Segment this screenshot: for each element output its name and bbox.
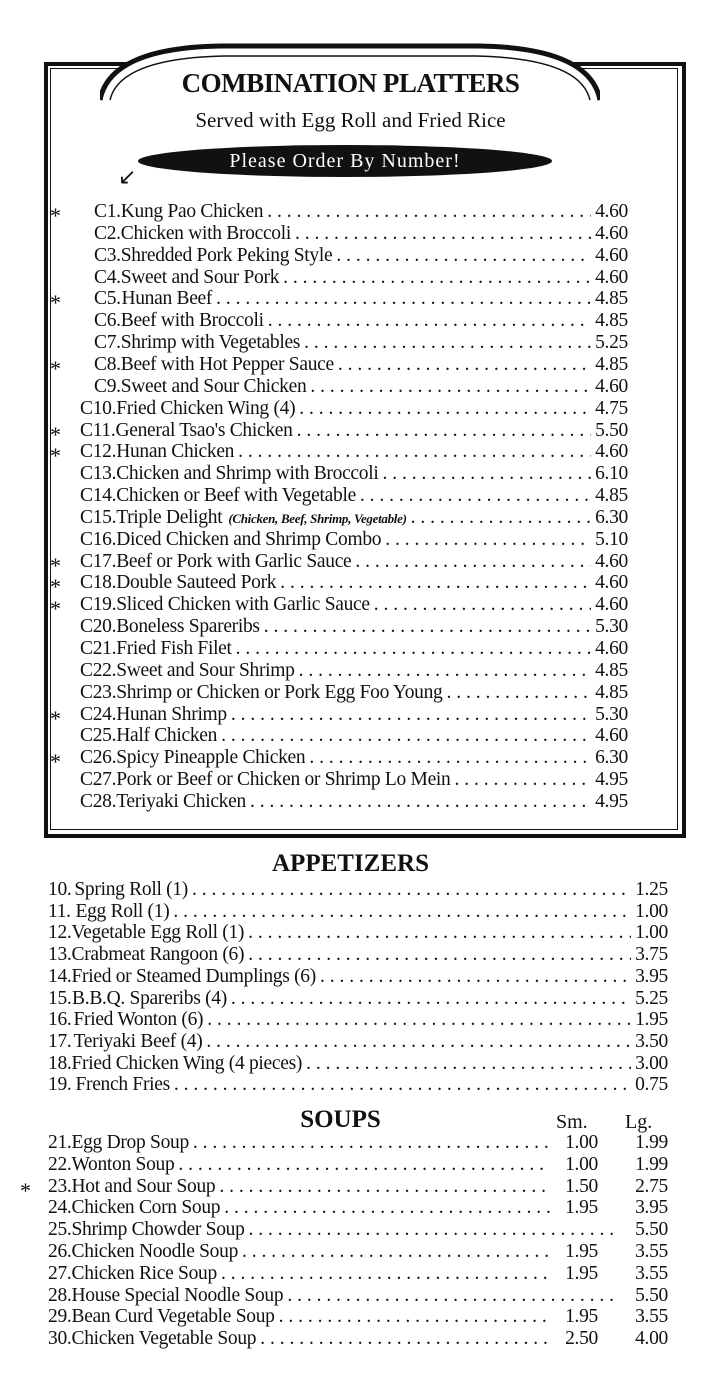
item-code: 30.: [48, 1328, 72, 1350]
menu-item: [80, 725, 628, 747]
item-code: C16.: [80, 528, 117, 550]
item-name: French Fries: [75, 1074, 170, 1096]
item-price: 6.30: [595, 506, 628, 528]
item-name: Kung Pao Chicken: [120, 201, 264, 222]
item-code: C23.: [80, 681, 117, 703]
soups-large-header: Lg.: [625, 1111, 653, 1133]
item-price: 4.85: [595, 310, 628, 332]
menu-item: [80, 616, 628, 638]
menu-item: [80, 201, 628, 223]
dot-leader: [336, 245, 591, 267]
item-name: Beef with Broccoli: [120, 310, 264, 332]
dot-leader: [231, 704, 591, 726]
item-price: 5.25: [595, 332, 628, 354]
dot-leader: [178, 1154, 550, 1176]
dot-leader: [192, 879, 631, 901]
item-name: Teriyaki Beef (4): [73, 1030, 203, 1052]
item-price: 1.95: [635, 1009, 668, 1031]
item-price: 4.60: [595, 572, 628, 594]
spicy-star-icon: *: [50, 203, 61, 228]
spicy-star-icon: *: [20, 1177, 31, 1203]
item-name: Chicken Noodle Soup: [71, 1241, 239, 1262]
item-price: 6.10: [595, 463, 628, 485]
item-name: Crabmeat Rangoon (6): [71, 944, 245, 966]
item-price-small: 1.95: [565, 1262, 598, 1284]
menu-item: [80, 791, 628, 813]
item-price: 4.60: [595, 594, 628, 616]
item-name: Beef or Pork with Garlic Sauce: [116, 550, 352, 572]
item-price: 4.60: [595, 222, 628, 244]
item-code: C22.: [80, 659, 117, 681]
item-price: 4.85: [595, 659, 628, 681]
item-price-small: 1.00: [565, 1132, 598, 1153]
menu-item: [80, 551, 628, 573]
order-by-number-banner: Please Order By Number!: [138, 145, 552, 177]
dot-leader: [297, 420, 591, 442]
item-code: C1.: [94, 201, 121, 222]
item-price: 0.75: [635, 1074, 668, 1096]
menu-item: [80, 572, 628, 594]
item-price-large: 3.55: [635, 1306, 668, 1328]
item-price: 3.75: [635, 944, 668, 966]
item-code: C25.: [80, 725, 117, 747]
menu-item: [48, 1176, 668, 1198]
dot-leader: [207, 1009, 631, 1031]
menu-item: [80, 267, 628, 289]
menu-item: [80, 638, 628, 660]
soups-small-header: Sm.: [556, 1111, 588, 1133]
dot-leader: [455, 769, 592, 791]
dot-leader: [173, 901, 631, 923]
menu-item: [48, 1154, 668, 1176]
dot-leader: [260, 1328, 550, 1350]
item-price: 5.30: [595, 616, 628, 638]
item-name: Shrimp Chowder Soup: [71, 1219, 245, 1241]
item-price: 4.60: [595, 244, 628, 266]
item-price: 4.60: [595, 201, 628, 222]
item-price-large: 3.55: [635, 1262, 668, 1284]
menu-item: [80, 354, 628, 376]
dot-leader: [264, 616, 591, 638]
item-name: Fried Fish Filet: [116, 638, 232, 659]
item-code: 26.: [48, 1241, 72, 1262]
item-price: 4.85: [595, 681, 628, 703]
item-code: 29.: [48, 1306, 72, 1328]
item-name: Egg Roll (1): [75, 900, 170, 922]
item-name: Shrimp with Vegetables: [120, 332, 301, 354]
item-price: 1.00: [635, 922, 668, 944]
item-price-small: 1.50: [565, 1175, 598, 1197]
item-name: Hot and Sour Soup: [71, 1175, 216, 1197]
menu-item: [48, 1074, 668, 1096]
item-name: House Special Noodle Soup: [71, 1284, 284, 1306]
item-code: C10.: [80, 397, 117, 419]
dot-leader: [224, 1197, 550, 1219]
item-price-small: 2.50: [565, 1328, 598, 1350]
dot-leader: [231, 988, 631, 1010]
dot-leader: [382, 463, 591, 485]
menu-item: [48, 988, 668, 1010]
dot-leader: [242, 1241, 550, 1263]
item-price-large: 4.00: [635, 1328, 668, 1350]
item-price: 1.25: [635, 879, 668, 900]
item-code: 12.: [48, 922, 72, 944]
item-code: 14.: [48, 965, 72, 987]
dot-leader: [238, 441, 591, 463]
item-name: Diced Chicken and Shrimp Combo: [116, 528, 382, 550]
menu-item: [80, 310, 628, 332]
item-name: Wonton Soup: [71, 1153, 175, 1175]
item-price: 4.95: [595, 769, 628, 791]
dot-leader: [374, 594, 591, 616]
appetizers-title: APPETIZERS: [272, 850, 429, 877]
item-code: 15.: [48, 987, 72, 1009]
item-code: 16.: [48, 1009, 72, 1031]
item-code: 13.: [48, 944, 72, 966]
item-name: Spicy Pineapple Chicken: [116, 747, 306, 769]
dot-leader: [385, 529, 591, 551]
item-code: 10.: [48, 879, 72, 900]
item-code: 18.: [48, 1052, 72, 1074]
menu-item: [80, 245, 628, 267]
item-code: C18.: [80, 572, 117, 594]
dot-leader: [174, 1074, 631, 1096]
dot-leader: [287, 1285, 618, 1307]
dot-leader: [306, 1053, 631, 1075]
item-price: 5.30: [595, 703, 628, 725]
item-price: 5.10: [595, 528, 628, 550]
menu-item: [80, 398, 628, 420]
item-code: C28.: [80, 790, 117, 812]
item-name: Hunan Shrimp: [116, 703, 227, 725]
menu-item: [80, 507, 628, 529]
item-price: 4.85: [595, 485, 628, 507]
item-price-large: 5.50: [635, 1219, 668, 1241]
item-name: Fried Chicken Wing (4): [116, 397, 296, 419]
menu-item: [80, 332, 628, 354]
dot-leader: [310, 376, 591, 398]
item-name: Sliced Chicken with Garlic Sauce: [116, 594, 370, 616]
item-price-small: 1.95: [565, 1197, 598, 1219]
menu-item: [48, 966, 668, 988]
item-code: 11.: [48, 900, 71, 922]
item-name: Hunan Beef: [121, 288, 213, 310]
item-code: C7.: [94, 332, 121, 354]
item-code: C24.: [80, 703, 117, 725]
item-price: 3.00: [635, 1052, 668, 1074]
menu-item: [48, 1031, 668, 1053]
spicy-star-icon: *: [50, 443, 61, 469]
item-name: Sweet and Sour Chicken: [120, 375, 307, 397]
item-name: Sweet and Sour Pork: [120, 266, 280, 288]
item-price-large: 3.55: [635, 1241, 668, 1262]
item-code: 19.: [48, 1074, 72, 1096]
item-price: 4.60: [595, 638, 628, 659]
item-name: Teriyaki Chicken: [116, 790, 246, 812]
dot-leader: [267, 201, 591, 223]
item-code: C8.: [94, 353, 121, 375]
dot-leader: [236, 638, 591, 660]
item-name: Shrimp or Chicken or Pork Egg Foo Young: [116, 681, 443, 703]
menu-item: [48, 1306, 668, 1328]
item-code: 21.: [48, 1132, 72, 1153]
menu-item: [48, 1241, 668, 1263]
item-name: General Tsao's Chicken: [115, 419, 293, 441]
combination-platters-subtitle: Served with Egg Roll and Fried Rice: [195, 108, 506, 132]
dot-leader: [249, 1219, 618, 1241]
menu-item: [80, 420, 628, 442]
dot-leader: [248, 922, 631, 944]
item-code: C6.: [94, 310, 121, 332]
item-code: C5.: [94, 288, 121, 310]
menu-item: [80, 529, 628, 551]
menu-item: [48, 1328, 668, 1350]
item-note: (Chicken, Beef, Shrimp, Vegetable): [228, 510, 407, 526]
arrow-icon: ↙: [118, 164, 137, 189]
menu-item: [48, 1053, 668, 1075]
item-code: C17.: [80, 550, 117, 572]
dot-leader: [219, 1176, 550, 1198]
item-code: C14.: [80, 485, 117, 507]
item-code: 23.: [48, 1175, 72, 1197]
dot-leader: [279, 1306, 550, 1328]
menu-item: [80, 376, 628, 398]
item-price: 4.60: [595, 441, 628, 463]
item-name: B.B.Q. Spareribs (4): [72, 987, 227, 1009]
item-code: C11.: [80, 419, 116, 441]
dot-leader: [304, 332, 591, 354]
menu-item: [80, 223, 628, 245]
item-name: Triple Delight: [116, 506, 223, 528]
spicy-star-icon: *: [50, 749, 61, 775]
item-name: Boneless Spareribs: [116, 616, 260, 638]
dot-leader: [283, 267, 591, 289]
dot-leader: [320, 966, 631, 988]
item-code: C27.: [80, 769, 117, 791]
item-price: 3.95: [635, 965, 668, 987]
dot-leader: [360, 485, 591, 507]
menu-item: [48, 1285, 668, 1307]
item-name: Vegetable Egg Roll (1): [71, 922, 245, 944]
dot-leader: [411, 507, 591, 529]
dot-leader: [295, 223, 591, 245]
dot-leader: [268, 310, 591, 332]
item-name: Spring Roll (1): [74, 879, 188, 900]
item-code: 28.: [48, 1284, 72, 1306]
item-code: C4.: [94, 266, 121, 288]
item-price-small: 1.95: [565, 1241, 598, 1262]
item-price: 3.50: [635, 1030, 668, 1052]
item-name: Chicken and Shrimp with Broccoli: [116, 463, 379, 485]
item-price: 4.60: [595, 725, 628, 747]
item-price-small: 1.00: [565, 1153, 598, 1175]
item-name: Double Sauteed Pork: [116, 572, 277, 594]
dot-leader: [193, 1132, 550, 1154]
item-name: Fried or Steamed Dumplings (6): [71, 965, 316, 987]
item-name: Hunan Chicken: [116, 441, 235, 463]
item-price-large: 1.99: [635, 1132, 668, 1153]
item-name: Shredded Pork Peking Style: [120, 244, 333, 266]
dot-leader: [355, 551, 591, 573]
item-code: C12.: [80, 441, 117, 463]
item-code: 27.: [48, 1262, 72, 1284]
item-name: Sweet and Sour Shrimp: [116, 659, 295, 681]
menu-item: [80, 747, 628, 769]
item-code: C26.: [80, 747, 117, 769]
item-code: 24.: [48, 1197, 72, 1219]
item-name: Pork or Beef or Chicken or Shrimp Lo Mein: [116, 769, 451, 791]
dot-leader: [221, 1263, 550, 1285]
dot-leader: [216, 288, 591, 310]
item-name: Chicken or Beef with Vegetable: [116, 485, 356, 507]
spicy-star-icon: *: [50, 705, 61, 731]
menu-item: [80, 769, 628, 791]
menu-item: [48, 1132, 668, 1154]
item-code: C2.: [94, 222, 121, 244]
item-price: 5.50: [595, 419, 628, 441]
item-price: 4.60: [595, 550, 628, 572]
dot-leader: [250, 791, 591, 813]
item-price: 5.25: [635, 987, 668, 1009]
item-code: C19.: [80, 594, 117, 616]
menu-item: [80, 485, 628, 507]
item-code: C3.: [94, 244, 121, 266]
dot-leader: [280, 572, 591, 594]
item-name: Bean Curd Vegetable Soup: [71, 1306, 275, 1328]
dot-leader: [206, 1031, 631, 1053]
dot-leader: [221, 725, 591, 747]
item-code: 22.: [48, 1153, 72, 1175]
item-price: 4.60: [595, 266, 628, 288]
item-name: Half Chicken: [116, 725, 218, 747]
item-price: 4.85: [595, 353, 628, 375]
item-code: C20.: [80, 616, 117, 638]
menu-item: [80, 660, 628, 682]
item-code: C9.: [94, 375, 121, 397]
menu-item: [80, 441, 628, 463]
item-price: 4.85: [595, 288, 628, 310]
item-price-large: 3.95: [635, 1197, 668, 1219]
item-price: 1.00: [635, 900, 668, 922]
menu-item: [80, 704, 628, 726]
spicy-star-icon: *: [50, 596, 61, 622]
item-price-small: 1.95: [565, 1306, 598, 1328]
item-name: Egg Drop Soup: [71, 1132, 189, 1153]
item-name: Chicken with Broccoli: [120, 222, 291, 244]
dot-leader: [447, 682, 592, 704]
menu-item: [48, 944, 668, 966]
item-code: C13.: [80, 463, 117, 485]
menu-item: [80, 288, 628, 310]
dot-leader: [299, 398, 591, 420]
item-name: Fried Wonton (6): [73, 1009, 204, 1031]
menu-item: [48, 1219, 668, 1241]
dot-leader: [299, 660, 591, 682]
item-name: Chicken Corn Soup: [71, 1197, 221, 1219]
menu-item: [80, 463, 628, 485]
item-price-large: 2.75: [635, 1175, 668, 1197]
menu-item: [48, 1197, 668, 1219]
item-code: C21.: [80, 638, 117, 659]
menu-item: [80, 594, 628, 616]
dot-leader: [338, 354, 591, 376]
menu-item: [48, 901, 668, 923]
item-price: 6.30: [595, 747, 628, 769]
menu-item: [48, 879, 668, 901]
item-price: 4.75: [595, 397, 628, 419]
spicy-star-icon: *: [50, 421, 61, 447]
item-price: 4.95: [595, 790, 628, 812]
item-name: Fried Chicken Wing (4 pieces): [71, 1052, 303, 1074]
menu-item: [48, 1009, 668, 1031]
spicy-star-icon: *: [50, 552, 61, 578]
soups-title: SOUPS: [300, 1106, 381, 1133]
item-name: Chicken Vegetable Soup: [71, 1328, 257, 1350]
item-name: Beef with Hot Pepper Sauce: [120, 353, 334, 375]
item-name: Chicken Rice Soup: [71, 1262, 217, 1284]
spicy-star-icon: *: [50, 355, 61, 381]
item-price: 4.60: [595, 375, 628, 397]
menu-item: [48, 1263, 668, 1285]
dot-leader: [248, 944, 631, 966]
item-price-large: 5.50: [635, 1284, 668, 1306]
item-code: 25.: [48, 1219, 72, 1241]
menu-item: [48, 922, 668, 944]
spicy-star-icon: *: [50, 574, 61, 600]
combination-platters-title: COMBINATION PLATTERS: [181, 68, 520, 98]
item-price-large: 1.99: [635, 1153, 668, 1175]
item-code: C15.: [80, 506, 117, 528]
menu-item: [80, 682, 628, 704]
spicy-star-icon: *: [50, 290, 61, 316]
dot-leader: [309, 747, 591, 769]
item-code: 17.: [48, 1030, 72, 1052]
